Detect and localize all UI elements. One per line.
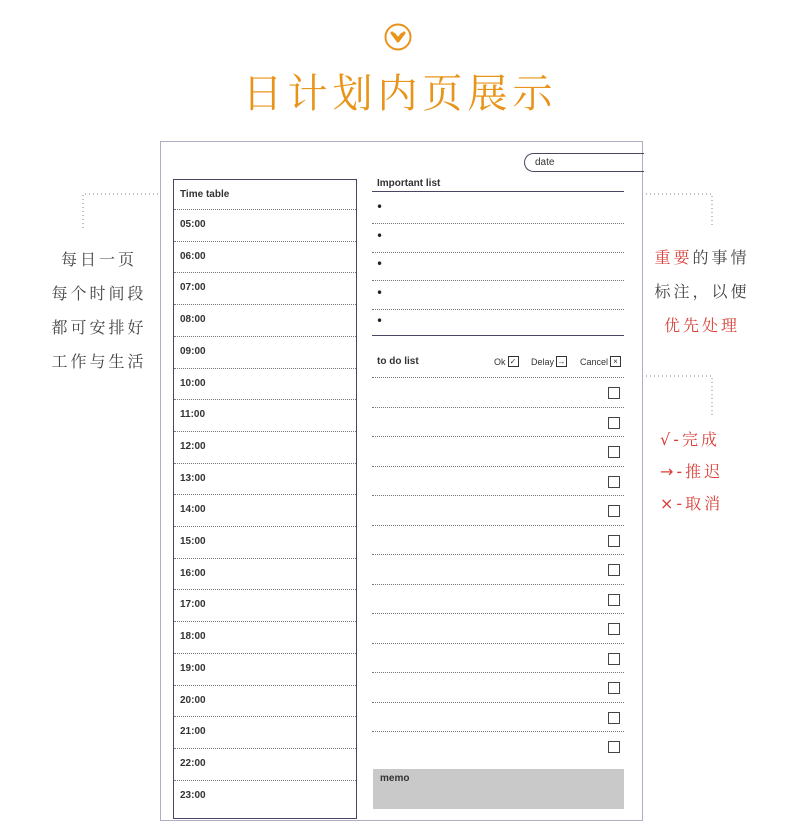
row-divider [174,209,356,210]
time-label: 05:00 [180,219,206,230]
time-label: 07:00 [180,282,206,294]
todo-list-header [377,356,625,370]
todo-row[interactable] [372,554,624,583]
todo-checkbox[interactable] [608,446,620,458]
todo-row[interactable] [372,613,624,642]
todo-checkbox[interactable] [608,712,620,724]
todo-row[interactable] [372,495,624,524]
date-field[interactable]: date [524,153,644,172]
row-divider [174,621,356,622]
mark-delay [660,456,750,488]
row-divider [174,716,356,717]
timetable-row[interactable] [174,209,356,241]
left-annotation-line: 都可安排好 [51,318,147,337]
mark-cancel-text: -取消 [676,494,724,513]
timetable-row[interactable] [174,368,356,400]
time-label: 11:00 [180,409,206,421]
todo-checkbox[interactable] [608,387,620,399]
right-annotation-line-3: 优先处理 [663,316,740,335]
row-divider [174,399,356,400]
timetable-row[interactable] [174,431,356,463]
timetable-header: Time table [180,189,230,200]
time-label: 09:00 [180,345,206,357]
mark-delay-text: -推迟 [676,462,724,481]
timetable-row[interactable] [174,463,356,495]
time-label: 19:00 [180,662,206,674]
row-divider [372,643,624,644]
row-divider [372,731,624,732]
todo-row[interactable] [372,407,624,436]
row-divider [372,377,624,378]
row-divider [174,431,356,432]
row-divider [372,495,624,496]
timetable-row[interactable] [174,241,356,273]
row-divider [372,702,624,703]
bullet-icon: • [376,228,384,243]
todo-checkbox[interactable] [608,564,620,576]
todo-checkbox[interactable] [608,505,620,517]
important-list-item[interactable] [372,196,624,224]
ok-box-icon: ✓ [508,356,519,367]
row-divider [174,272,356,273]
time-label: 10:00 [180,377,206,389]
right-annotation-line-1 [644,241,760,275]
left-annotation-line: 每日一页 [60,250,137,269]
legend-ok [494,356,519,367]
important-list-bottom-rule [372,335,624,336]
legend-delay [531,356,567,367]
row-divider [372,554,624,555]
timetable-row[interactable] [174,621,356,653]
todo-row[interactable] [372,525,624,554]
time-label: 06:00 [180,250,206,262]
todo-row[interactable] [372,702,624,731]
mark-cancel [660,488,750,520]
timetable-row[interactable] [174,304,356,336]
time-label: 23:00 [180,789,206,801]
timetable-row[interactable] [174,399,356,431]
time-label: 13:00 [180,472,206,484]
important-list-item[interactable] [372,310,624,338]
timetable-row[interactable] [174,780,356,812]
row-divider [174,494,356,495]
todo-row[interactable] [372,377,624,406]
right-annotation-line-2: 标注，以便 [654,282,750,301]
cancel-box-icon: × [610,356,621,367]
todo-row[interactable] [372,731,624,760]
timetable [173,179,357,819]
mark-done [660,424,750,456]
todo-row[interactable] [372,643,624,672]
memo-box[interactable] [373,769,624,809]
right-annotation-text: 的事情 [692,248,750,267]
bullet-icon: • [376,314,384,328]
legend-ok-label: Ok [494,356,506,367]
row-divider [174,653,356,654]
todo-list-title: to do list [377,356,419,367]
timetable-row[interactable] [174,336,356,368]
memo-label: memo [380,773,410,784]
legend-delay-label: Delay [531,356,555,367]
time-label: 12:00 [180,440,206,452]
todo-checkbox[interactable] [608,682,620,694]
row-divider [174,748,356,749]
row-divider [372,672,624,673]
arrow-right-icon: → [660,462,677,481]
time-label: 15:00 [180,536,206,547]
row-divider [372,613,624,614]
time-label: 22:00 [180,757,206,769]
timetable-row[interactable] [174,272,356,304]
row-divider [372,436,624,437]
row-divider [174,241,356,242]
timetable-row[interactable] [174,526,356,558]
time-label: 18:00 [180,631,206,643]
important-list-item[interactable] [372,282,624,310]
todo-row[interactable] [372,672,624,701]
timetable-row[interactable] [174,685,356,717]
row-divider [372,407,624,408]
time-label: 14:00 [180,504,206,516]
todo-checkbox[interactable] [608,741,620,753]
timetable-row[interactable] [174,494,356,526]
important-highlight: 重要 [654,248,693,267]
delay-box-icon: → [557,357,566,366]
timetable-row[interactable] [174,748,356,780]
row-divider [174,304,356,305]
todo-row[interactable] [372,466,624,495]
time-label: 20:00 [180,694,206,706]
legend-cancel [580,356,621,367]
left-annotation-line: 每个时间段 [51,284,147,303]
row-divider [174,336,356,337]
time-label: 08:00 [180,314,206,326]
chevron-down-circle-icon [383,22,413,52]
bullet-icon: • [376,200,384,214]
todo-checkbox[interactable] [608,476,620,488]
todo-row[interactable] [372,436,624,465]
left-annotation-line: 工作与生活 [51,352,147,371]
todo-checkbox[interactable] [608,417,620,429]
status-marks-legend [660,424,750,520]
cross-icon: × [660,494,677,513]
row-divider [372,466,624,467]
important-list-item[interactable] [372,253,624,281]
row-divider [174,685,356,686]
todo-checkbox[interactable] [608,623,620,635]
row-divider [174,463,356,464]
legend-cancel-label: Cancel [580,356,609,367]
bullet-icon: • [376,257,384,271]
row-divider [174,558,356,559]
page-title: 日计划内页展示 [242,71,558,117]
bullet-icon: • [376,285,384,300]
todo-checkbox[interactable] [608,535,620,547]
row-divider [174,368,356,369]
important-list-rule [372,191,624,192]
row-divider [174,526,356,527]
row-divider [174,589,356,590]
time-label: 21:00 [180,726,206,738]
important-list-header: Important list [377,178,441,189]
time-label: 17:00 [180,599,206,611]
right-annotation [644,241,760,343]
row-divider [372,525,624,526]
timetable-row[interactable] [174,558,356,590]
row-divider [174,780,356,781]
todo-checkbox[interactable] [608,594,620,606]
important-list-item[interactable] [372,225,624,253]
timetable-row[interactable] [174,589,356,621]
timetable-row[interactable] [174,653,356,685]
todo-checkbox[interactable] [608,653,620,665]
checkmark-icon: √ [660,430,674,449]
time-label: 16:00 [180,567,206,579]
timetable-row[interactable] [174,716,356,748]
todo-row[interactable] [372,584,624,613]
row-divider [372,584,624,585]
mark-done-text: -完成 [673,430,720,449]
left-annotation [40,243,158,379]
